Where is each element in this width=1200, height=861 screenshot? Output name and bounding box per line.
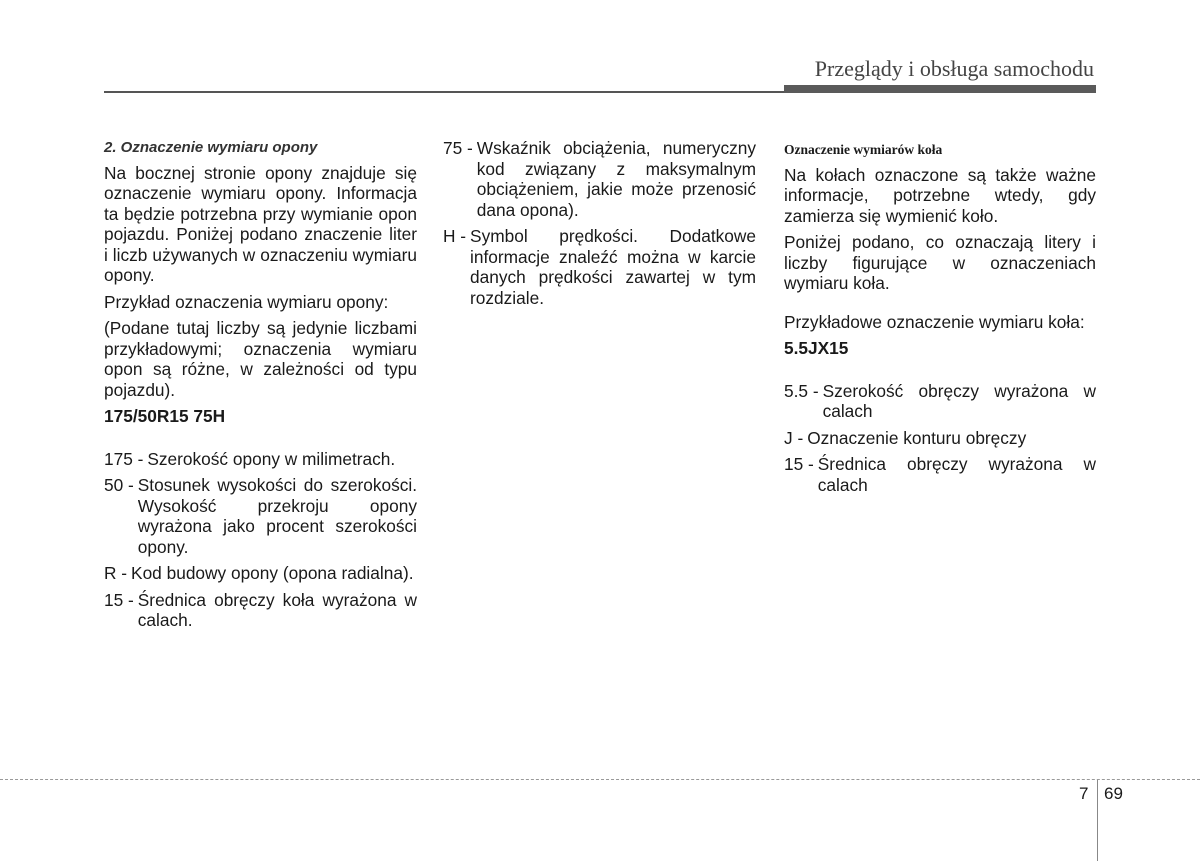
definition-key: 75 - bbox=[443, 138, 473, 158]
footer-divider bbox=[1097, 780, 1098, 861]
column-tire-size bbox=[104, 138, 417, 637]
definition-text: Wskaźnik obciążenia, numeryczny kod związany z maksymalnym obciążeniem, jakie może przenosić dana opona). bbox=[476, 138, 756, 220]
definition-item bbox=[104, 563, 417, 584]
definition-text: Symbol prędkości. Dodatkowe informacje znaleźć można w karcie danych prędkości zawartej w tym rozdziale. bbox=[470, 226, 756, 308]
definition-key: 50 - bbox=[104, 475, 134, 495]
definition-item bbox=[784, 381, 1096, 422]
wheel-size-code: 5.5JX15 bbox=[784, 338, 849, 358]
paragraph: Na kołach oznaczone są także ważne informacje, potrzebne wtedy, gdy zamierza się wymienić koło. bbox=[784, 164, 1096, 226]
definition-item bbox=[104, 449, 417, 470]
section-heading-wheel-size: Oznaczenie wymiarów koła bbox=[784, 142, 943, 157]
definition-item bbox=[443, 226, 756, 308]
definition-key: 15 - bbox=[104, 589, 134, 610]
definition-key: 5.5 - bbox=[784, 380, 819, 401]
definition-item bbox=[443, 138, 756, 220]
paragraph: Przykład oznaczenia wymiaru opony: bbox=[104, 291, 389, 312]
definition-key: 175 - bbox=[104, 448, 144, 469]
definition-key: H - bbox=[443, 226, 467, 246]
definition-key: J - bbox=[784, 427, 804, 448]
page-number: 69 bbox=[1104, 784, 1123, 803]
definition-text: Stosunek wysokości do szerokości. Wysokość przekroju opony wyrażona jako procent szerokości opony. bbox=[137, 475, 417, 557]
column-tire-size-continued bbox=[443, 138, 756, 314]
paragraph: (Podane tutaj liczby są jedynie liczbami przykładowymi; oznaczenia wymiaru opon są różne, w zależności od typu pojazdu). bbox=[104, 318, 417, 400]
definition-text: Szerokość obręczy wyrażona w calach bbox=[822, 380, 1096, 421]
chapter-number: 7 bbox=[1079, 784, 1089, 803]
definition-key: R - bbox=[104, 563, 128, 583]
header-rule-accent bbox=[784, 85, 1096, 93]
page-header-title: Przeglądy i obsługa samochodu bbox=[814, 56, 1094, 81]
definition-item bbox=[104, 590, 417, 631]
definition-text: Średnica obręczy wyrażona w calach bbox=[817, 454, 1096, 495]
definition-item bbox=[784, 454, 1096, 495]
section-heading-tire-size: 2. Oznaczenie wymiaru opony bbox=[104, 139, 318, 156]
tire-size-code: 175/50R15 75H bbox=[104, 406, 226, 426]
definition-item bbox=[784, 428, 1096, 449]
header-rule bbox=[104, 91, 784, 93]
footer-rule bbox=[0, 779, 1200, 780]
definition-text: Średnica obręczy koła wyrażona w calach. bbox=[137, 589, 417, 630]
paragraph: Przykładowe oznaczenie wymiaru koła: bbox=[784, 311, 1085, 332]
definition-text: Oznaczenie konturu obręczy bbox=[807, 427, 1027, 448]
definition-key: 15 - bbox=[784, 454, 814, 474]
column-wheel-size bbox=[784, 138, 1096, 501]
definition-text: Kod budowy opony (opona radialna). bbox=[131, 563, 414, 583]
paragraph: Poniżej podano, co oznaczają litery i liczby figurujące w oznaczeniach wymiaru koła. bbox=[784, 232, 1096, 293]
definition-text: Szerokość opony w milimetrach. bbox=[147, 448, 396, 469]
paragraph: Na bocznej stronie opony znajduje się oznaczenie wymiaru opony. Informacja ta będzie potrzebna przy wymianie opon pojazdu. Poniżej podano znaczenie liter i liczb używanych w oznaczeniu wymiaru opony. bbox=[104, 162, 417, 285]
definition-item bbox=[104, 475, 417, 557]
